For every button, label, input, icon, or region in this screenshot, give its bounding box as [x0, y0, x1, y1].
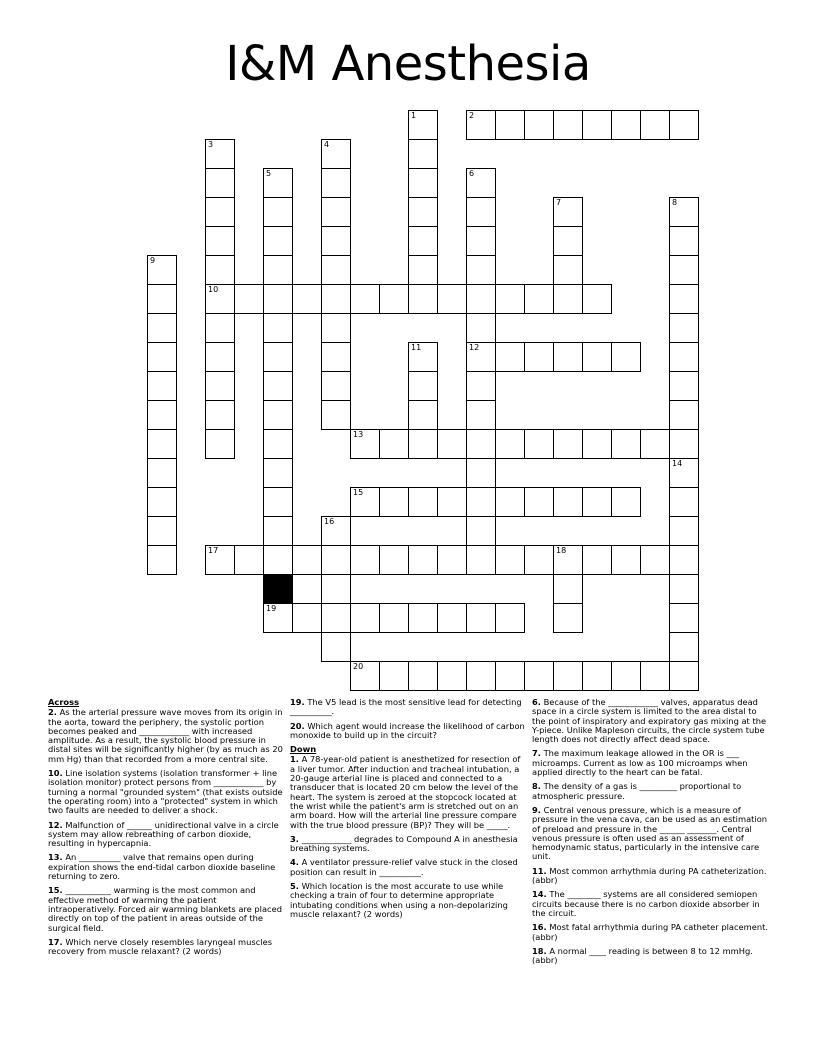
grid-cell[interactable]: [466, 400, 496, 430]
grid-cell[interactable]: [553, 661, 583, 691]
clue-label: 20.: [290, 720, 305, 731]
clue-number: 16: [324, 517, 335, 526]
grid-cell[interactable]: [147, 342, 177, 372]
clue-text: The maximum leakage allowed in the OR is ___ microamps. Current as low as 100 microamps when applied directly to the heart can be fatal.: [532, 748, 748, 778]
grid-cell[interactable]: [263, 603, 293, 633]
grid-cell[interactable]: [321, 400, 351, 430]
grid-cell[interactable]: [321, 139, 351, 169]
grid-cell[interactable]: [321, 371, 351, 401]
clue-item: [48, 853, 284, 881]
grid-cell[interactable]: [553, 226, 583, 256]
clue-text: Which nerve closely resembles laryngeal muscles recovery from muscle relaxant? (2 words): [48, 936, 273, 957]
grid-cell[interactable]: [553, 487, 583, 517]
clue-text: The density of a gas is _________ proportional to atmospheric pressure.: [532, 781, 742, 801]
grid-cell[interactable]: [437, 661, 467, 691]
grid-cell[interactable]: [234, 545, 264, 575]
grid-cell[interactable]: [437, 429, 467, 459]
grid-cell[interactable]: [466, 284, 496, 314]
grid-cell[interactable]: [263, 458, 293, 488]
grid-cell[interactable]: [147, 313, 177, 343]
clue-label: 6.: [532, 697, 541, 707]
grid-cell[interactable]: [263, 255, 293, 285]
grid-cell[interactable]: [205, 545, 235, 575]
grid-cell[interactable]: [379, 284, 409, 314]
clue-number: 10: [208, 285, 219, 294]
grid-cell[interactable]: [466, 516, 496, 546]
grid-cell[interactable]: [205, 400, 235, 430]
grid-cell[interactable]: [321, 342, 351, 372]
grid-cell[interactable]: [640, 110, 670, 140]
clue-number: 18: [556, 546, 567, 555]
grid-cell[interactable]: [408, 545, 438, 575]
grid-cell[interactable]: [437, 545, 467, 575]
clue-number: 14: [672, 459, 683, 468]
grid-cell[interactable]: [495, 342, 525, 372]
clue-text: Most fatal arrhythmia during PA catheter placement. (abbr): [532, 922, 768, 942]
clue-text: Central venous pressure, which is a measure of pressure in the vena cava, can be used as an estimation of preload and pressure in the ______ _______. Central venous pressure is often used as an assessment of hemodynamic status, particularly in the intensive care unit.: [532, 804, 768, 862]
clue-number: 5: [266, 169, 272, 178]
grid-cell[interactable]: [263, 545, 293, 575]
grid-cell[interactable]: [466, 661, 496, 691]
grid-cell[interactable]: [611, 661, 641, 691]
grid-cell[interactable]: [466, 255, 496, 285]
grid-cell[interactable]: [408, 139, 438, 169]
grid-cell[interactable]: [495, 284, 525, 314]
grid-cell[interactable]: [553, 603, 583, 633]
grid-cell[interactable]: [553, 574, 583, 604]
clue-text: Malfunction of ______ unidirectional valve in a circle system may allow rebreathing of carbon dioxide, resulting in hypercapnia.: [48, 819, 279, 849]
clue-item: [290, 698, 526, 717]
grid-cell[interactable]: [408, 255, 438, 285]
clue-label: 4.: [290, 857, 299, 868]
grid-cell[interactable]: [669, 661, 699, 691]
grid-cell[interactable]: [321, 545, 351, 575]
clue-number: 20: [353, 662, 364, 671]
grid-cell[interactable]: [495, 110, 525, 140]
grid-cell[interactable]: [321, 313, 351, 343]
grid-cell[interactable]: [611, 487, 641, 517]
grid-cell[interactable]: [263, 284, 293, 314]
grid-cell[interactable]: [669, 400, 699, 430]
clue-label: 2.: [48, 707, 57, 718]
puzzle-title: I&M Anesthesia: [225, 36, 591, 92]
clues-column-2: [290, 698, 526, 924]
clue-item: [48, 821, 284, 849]
grid-cell[interactable]: [321, 516, 351, 546]
grid-cell[interactable]: [495, 487, 525, 517]
grid-cell[interactable]: [321, 284, 351, 314]
clue-item: [48, 708, 284, 764]
grid-cell[interactable]: [524, 429, 554, 459]
grid-cell[interactable]: [205, 313, 235, 343]
grid-cell[interactable]: [466, 168, 496, 198]
grid-cell[interactable]: [205, 226, 235, 256]
grid-cell[interactable]: [582, 661, 612, 691]
grid-cell[interactable]: [669, 284, 699, 314]
clue-number: 19: [266, 604, 277, 613]
grid-cell[interactable]: [292, 284, 322, 314]
grid-cell[interactable]: [292, 603, 322, 633]
clue-item: [290, 755, 526, 829]
grid-cell[interactable]: [263, 400, 293, 430]
clue-item: [48, 886, 284, 932]
grid-cell[interactable]: [466, 429, 496, 459]
grid-cell[interactable]: [408, 197, 438, 227]
clue-text: An __________ valve that remains open during expiration shows the end-tidal carbon dioxide baseline returning to zero.: [48, 852, 276, 882]
clue-number: 3: [208, 140, 214, 149]
grid-cell[interactable]: [408, 429, 438, 459]
grid-cell[interactable]: [147, 487, 177, 517]
clue-text: Because of the ____________ valves, apparatus dead space in a circle system is limited to the area distal to the point of inspiratory and expiratory gas mixing at the Y-piece. Unlike Mapleson circuits, the circle system tube length does not directly affect dead space.: [532, 697, 767, 745]
clue-label: 15.: [48, 885, 63, 896]
grid-block-cell: [263, 574, 293, 604]
clue-number: 13: [353, 430, 364, 439]
grid-cell[interactable]: [611, 429, 641, 459]
clue-text: A ventilator pressure-relief valve stuck in the closed position can result in __________.: [290, 857, 518, 877]
grid-cell[interactable]: [669, 458, 699, 488]
grid-cell[interactable]: [466, 458, 496, 488]
grid-cell[interactable]: [147, 371, 177, 401]
grid-cell[interactable]: [669, 545, 699, 575]
grid-cell[interactable]: [611, 110, 641, 140]
grid-cell[interactable]: [669, 313, 699, 343]
grid-cell[interactable]: [582, 284, 612, 314]
grid-cell[interactable]: [582, 110, 612, 140]
clue-number: 6: [469, 169, 475, 178]
clues-column-3: [532, 698, 768, 970]
grid-cell[interactable]: [611, 545, 641, 575]
grid-cell[interactable]: [669, 632, 699, 662]
grid-cell[interactable]: [205, 284, 235, 314]
grid-cell[interactable]: [408, 342, 438, 372]
grid-cell[interactable]: [205, 342, 235, 372]
grid-cell[interactable]: [408, 168, 438, 198]
grid-cell[interactable]: [640, 661, 670, 691]
grid-cell[interactable]: [669, 342, 699, 372]
clue-label: 1.: [290, 754, 299, 765]
clue-number: 15: [353, 488, 364, 497]
grid-cell[interactable]: [669, 226, 699, 256]
grid-cell[interactable]: [147, 429, 177, 459]
grid-cell[interactable]: [350, 487, 380, 517]
grid-cell[interactable]: [350, 545, 380, 575]
clue-item: [532, 806, 768, 862]
clue-label: 5.: [290, 881, 299, 892]
clue-label: 14.: [532, 889, 547, 900]
grid-cell[interactable]: [147, 284, 177, 314]
grid-cell[interactable]: [147, 545, 177, 575]
grid-cell[interactable]: [611, 342, 641, 372]
clue-text: Most common arrhythmia during PA catheterization. (abbr): [532, 865, 767, 886]
grid-cell[interactable]: [408, 487, 438, 517]
clue-number: 12: [469, 343, 480, 352]
grid-cell[interactable]: [466, 226, 496, 256]
grid-cell[interactable]: [669, 603, 699, 633]
grid-cell[interactable]: [350, 661, 380, 691]
grid-cell[interactable]: [495, 661, 525, 691]
grid-cell[interactable]: [379, 661, 409, 691]
clue-text: Which location is the most accurate to use while checking a train of four to determine appropriate intubating conditions when using a non-depolarizing muscle relaxant? (2 words): [290, 881, 508, 919]
grid-cell[interactable]: [466, 487, 496, 517]
grid-cell[interactable]: [321, 255, 351, 285]
grid-cell[interactable]: [553, 545, 583, 575]
clue-number: 11: [411, 343, 422, 352]
clue-text: Line isolation systems (isolation transformer + line isolation monitor) protect persons from ____________ by turning a normal "grounded system" (that exists outside the operating room) into a "protected" system in which two faults are needed to deliver a shock.: [48, 768, 283, 816]
grid-cell[interactable]: [147, 400, 177, 430]
grid-cell[interactable]: [263, 516, 293, 546]
grid-cell[interactable]: [582, 429, 612, 459]
grid-cell[interactable]: [466, 110, 496, 140]
grid-cell[interactable]: [553, 255, 583, 285]
grid-cell[interactable]: [437, 603, 467, 633]
grid-cell[interactable]: [408, 226, 438, 256]
clue-item: [532, 749, 768, 777]
grid-cell[interactable]: [524, 342, 554, 372]
grid-cell[interactable]: [263, 197, 293, 227]
grid-cell[interactable]: [205, 255, 235, 285]
grid-cell[interactable]: [669, 487, 699, 517]
grid-cell[interactable]: [669, 371, 699, 401]
grid-cell[interactable]: [669, 255, 699, 285]
grid-cell[interactable]: [263, 429, 293, 459]
grid-cell[interactable]: [553, 429, 583, 459]
grid-cell[interactable]: [466, 197, 496, 227]
clue-item: [290, 835, 526, 854]
clue-item: [48, 769, 284, 815]
grid-cell[interactable]: [524, 661, 554, 691]
grid-cell[interactable]: [640, 429, 670, 459]
grid-cell[interactable]: [669, 516, 699, 546]
grid-cell[interactable]: [147, 516, 177, 546]
grid-cell[interactable]: [466, 342, 496, 372]
clue-item: [48, 938, 284, 957]
grid-cell[interactable]: [379, 429, 409, 459]
clue-number: 7: [556, 198, 562, 207]
clue-number: 17: [208, 546, 219, 555]
clue-text: A normal ____ reading is between 8 to 12 mmHg. (abbr): [532, 945, 753, 966]
grid-cell[interactable]: [495, 603, 525, 633]
grid-cell[interactable]: [408, 284, 438, 314]
clue-number: 8: [672, 198, 678, 207]
grid-cell[interactable]: [205, 197, 235, 227]
clue-label: 3.: [290, 833, 299, 844]
grid-cell[interactable]: [553, 197, 583, 227]
clue-label: 13.: [48, 852, 63, 863]
grid-cell[interactable]: [263, 226, 293, 256]
grid-cell[interactable]: [466, 545, 496, 575]
grid-cell[interactable]: [408, 603, 438, 633]
clue-item: [532, 890, 768, 918]
clue-item: [290, 722, 526, 741]
grid-cell[interactable]: [408, 371, 438, 401]
clue-text: As the arterial pressure wave moves from its origin in the aorta, toward the periphery, the systolic portion becomes peaked and ____________ with increased amplitude. As a result, the systolic blood pressure in distal sites will be significantly higher (by as much as 20 mm Hg) than that recorded from a more central site.: [48, 707, 283, 764]
grid-cell[interactable]: [669, 110, 699, 140]
grid-cell[interactable]: [437, 284, 467, 314]
grid-cell[interactable]: [350, 603, 380, 633]
clue-item: [532, 923, 768, 942]
grid-cell[interactable]: [263, 487, 293, 517]
grid-cell[interactable]: [408, 110, 438, 140]
grid-cell[interactable]: [408, 661, 438, 691]
grid-cell[interactable]: [553, 284, 583, 314]
clue-number: 1: [411, 111, 417, 120]
grid-cell[interactable]: [321, 574, 351, 604]
grid-cell[interactable]: [350, 284, 380, 314]
clue-label: 16.: [532, 922, 547, 933]
grid-cell[interactable]: [234, 284, 264, 314]
clue-label: 17.: [48, 936, 63, 947]
clue-label: 19.: [290, 697, 305, 707]
grid-cell[interactable]: [321, 197, 351, 227]
clue-label: 12.: [48, 819, 63, 830]
grid-cell[interactable]: [669, 574, 699, 604]
grid-cell[interactable]: [379, 487, 409, 517]
grid-cell[interactable]: [263, 168, 293, 198]
across-header: Across: [48, 697, 80, 707]
grid-cell[interactable]: [321, 168, 351, 198]
clue-text: A 78-year-old patient is anesthetized for resection of a liver tumor. After induction and tracheal intubation, a 20-gauge arterial line is placed and connected to a transducer that is located 20 cm below the level of the heart. The system is zeroed at the stopcock located at the wrist while the patient's arm is stretched out on an arm board. How will the arterial line pressure compare with the true blood pressure (BP)? They will be _____.: [290, 754, 521, 830]
grid-cell[interactable]: [524, 284, 554, 314]
grid-cell[interactable]: [350, 429, 380, 459]
clue-item: [532, 698, 768, 744]
clue-label: 7.: [532, 748, 541, 759]
grid-cell[interactable]: [205, 168, 235, 198]
grid-cell[interactable]: [669, 197, 699, 227]
clue-text: The V5 lead is the most sensitive lead for detecting __________.: [290, 697, 522, 717]
grid-cell[interactable]: [669, 429, 699, 459]
grid-cell[interactable]: [524, 487, 554, 517]
grid-cell[interactable]: [292, 545, 322, 575]
grid-cell[interactable]: [321, 603, 351, 633]
down-header: Down: [290, 744, 317, 755]
grid-cell[interactable]: [582, 342, 612, 372]
clue-text: ___________ warming is the most common and effective method of warming the patient intraoperatively. Forced air warming blankets are placed directly on top of the patient in areas outside of the surgical field.: [48, 885, 282, 933]
grid-cell[interactable]: [524, 110, 554, 140]
grid-cell[interactable]: [321, 632, 351, 662]
clue-number: 4: [324, 140, 330, 149]
clue-number: 2: [469, 111, 475, 120]
clue-item: [532, 782, 768, 801]
clue-label: 18.: [532, 945, 547, 956]
grid-cell[interactable]: [263, 371, 293, 401]
grid-cell[interactable]: [466, 371, 496, 401]
grid-cell[interactable]: [321, 226, 351, 256]
grid-cell[interactable]: [582, 487, 612, 517]
grid-cell[interactable]: [263, 342, 293, 372]
clue-text: ____________ degrades to Compound A in anesthesia breathing systems.: [290, 833, 518, 854]
grid-cell[interactable]: [524, 545, 554, 575]
clue-item: [290, 882, 526, 919]
grid-cell[interactable]: [553, 110, 583, 140]
grid-cell[interactable]: [640, 545, 670, 575]
clue-label: 9.: [532, 804, 541, 815]
clue-label: 10.: [48, 768, 63, 779]
grid-cell[interactable]: [437, 487, 467, 517]
grid-cell[interactable]: [408, 400, 438, 430]
grid-cell[interactable]: [495, 429, 525, 459]
grid-cell[interactable]: [205, 139, 235, 169]
clue-item: [532, 867, 768, 886]
clue-text: The ________ systems are all considered semiopen circuits because there is no carbon dioxide absorber in the circuit.: [532, 889, 760, 918]
grid-cell[interactable]: [582, 545, 612, 575]
grid-cell[interactable]: [147, 458, 177, 488]
clue-label: 11.: [532, 865, 547, 876]
grid-cell[interactable]: [205, 429, 235, 459]
grid-cell[interactable]: [205, 371, 235, 401]
grid-cell[interactable]: [495, 545, 525, 575]
clue-number: 9: [150, 256, 156, 265]
clue-label: 8.: [532, 781, 541, 792]
grid-cell[interactable]: [379, 545, 409, 575]
grid-cell[interactable]: [147, 255, 177, 285]
clue-item: [290, 858, 526, 877]
clue-item: [532, 947, 768, 966]
grid-cell[interactable]: [466, 313, 496, 343]
clue-text: Which agent would increase the likelihood of carbon monoxide to build up in the circuit?: [290, 720, 525, 740]
grid-cell[interactable]: [263, 313, 293, 343]
grid-cell[interactable]: [553, 342, 583, 372]
clues-column-1: [48, 698, 284, 961]
grid-cell[interactable]: [379, 603, 409, 633]
grid-cell[interactable]: [466, 603, 496, 633]
